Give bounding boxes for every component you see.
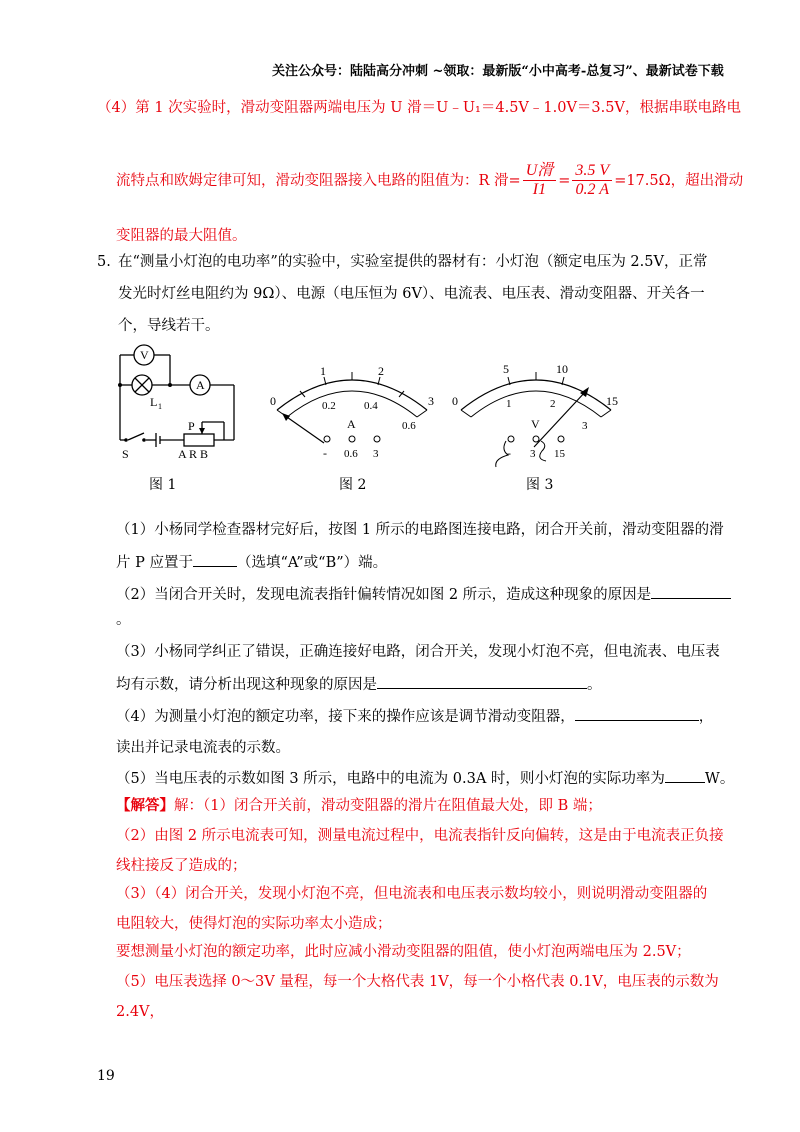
fraction-1-numerator: U滑 bbox=[523, 162, 557, 181]
q5-line-post: W。 bbox=[704, 771, 735, 787]
q2-answer-blank[interactable] bbox=[651, 584, 731, 599]
fig1-label-l-sub: 1 bbox=[158, 402, 162, 411]
fraction-1-denominator: I1 bbox=[532, 181, 547, 198]
fig2-tick-3: 3 bbox=[428, 394, 434, 408]
answer-tag: 【解答】 bbox=[116, 797, 174, 814]
q4-line-1-pre: （4）为测量小灯泡的额定功率，接下来的操作应该是调节滑动变阻器， bbox=[116, 709, 575, 725]
fig2-tick-0-2: 0.2 bbox=[322, 400, 336, 412]
fig1-label-p: P bbox=[188, 419, 195, 433]
fig3-tick-1: 1 bbox=[506, 398, 512, 410]
prev-solution-line-2: 流特点和欧姆定律可知，滑动变阻器接入电路的阻值为：R 滑= $\frac{\text{U滑}}{I1}$ = $\frac{3.5 V}{0.2 A}$ =17.5Ω，超出滑动 bbox=[116, 162, 744, 198]
question-stem-1: 在“测量小灯泡的电功率”的实验中，实验室提供的器材有：小灯泡（额定电压为 2.5V，正常 bbox=[118, 254, 708, 270]
q4-line-1-post: ， bbox=[698, 709, 714, 725]
q2-line-1-text: （2）当闭合开关时，发现电流表指针偏转情况如图 2 所示，造成这种现象的原因是 bbox=[116, 587, 652, 603]
q1-line-2-post: （选填“A”或“B”）端。 bbox=[236, 555, 388, 571]
answer-line-3: 线柱接反了造成的； bbox=[116, 858, 247, 874]
wire-2 bbox=[540, 441, 546, 461]
answer-line-8: 2.4V， bbox=[116, 1004, 165, 1020]
fig1-label-v: V bbox=[140, 348, 149, 362]
question-stem-2: 发光时灯丝电阻约为 9Ω）、电源（电压恒为 6V）、电流表、电压表、滑动变阻器、开关各一 bbox=[118, 286, 705, 302]
q5-line-pre: （5）当电压表的示数如图 3 所示，电路中的电流为 0.3A 时，则小灯泡的实际功率为 bbox=[116, 771, 665, 787]
question-number: 5. bbox=[97, 254, 111, 270]
fig1-label-a: A bbox=[196, 378, 205, 392]
fig3-tick-3: 3 bbox=[582, 420, 588, 432]
fig2-term-06: 0.6 bbox=[344, 448, 358, 460]
fig3-tick-10: 10 bbox=[556, 362, 568, 376]
answer-line-1 bbox=[116, 796, 602, 816]
q1-line-2-pre: 片 P 应置于 bbox=[116, 555, 193, 571]
fig2-term-3: 3 bbox=[373, 448, 379, 460]
q3-answer-blank[interactable] bbox=[377, 674, 587, 689]
q3-line-1: （3）小杨同学纠正了错误，正确连接好电路，闭合开关，发现小灯泡不亮，但电流表、电压表 bbox=[116, 644, 720, 660]
fig3-tick-2: 2 bbox=[550, 398, 556, 410]
page-header: 关注公众号：陆陆高分冲刺 ~领取：最新版“小中高考-总复习”、最新试卷下载 bbox=[272, 64, 724, 79]
figure-3-voltmeter bbox=[446, 355, 631, 470]
figure-1-circuit bbox=[110, 340, 250, 465]
fig2-tick-1: 1 bbox=[320, 364, 326, 378]
fig1-label-s: S bbox=[122, 447, 129, 461]
question-stem-3: 个，导线若干。 bbox=[118, 318, 220, 334]
prev-solution-line-2-pre: 流特点和欧姆定律可知，滑动变阻器接入电路的阻值为：R 滑= bbox=[116, 172, 521, 189]
fig2-tick-0-6: 0.6 bbox=[402, 420, 416, 432]
fig3-unit: V bbox=[531, 417, 540, 431]
q2-line-2: 。 bbox=[116, 612, 131, 628]
q5-answer-blank[interactable] bbox=[665, 768, 705, 783]
q4-line-2: 读出并记录电流表的示数。 bbox=[116, 740, 290, 756]
answer-line-4: （3）（4）闭合开关，发现小灯泡不亮，但电流表和电压表示数均较小，则说明滑动变阻器的 bbox=[116, 886, 708, 902]
q4-answer-blank[interactable] bbox=[575, 706, 699, 721]
prev-solution-line-3: 变阻器的最大阻值。 bbox=[116, 228, 247, 244]
fig3-term-minus: - bbox=[507, 446, 511, 460]
fig3-tick-0: 0 bbox=[452, 394, 458, 408]
q4-line-1 bbox=[116, 706, 713, 727]
figure-3-caption: 图 3 bbox=[526, 477, 554, 493]
q2-line-1 bbox=[116, 584, 731, 605]
answer-line-2: （2）由图 2 所示电流表可知，测量电流过程中，电流表指针反向偏转，这是由于电流表正负接 bbox=[116, 828, 724, 844]
fig2-term-minus: - bbox=[323, 446, 327, 460]
figure-2-caption: 图 2 bbox=[339, 477, 367, 493]
fig1-label-arb: A R B bbox=[178, 447, 209, 461]
answer-1-text: 解：（1）闭合开关前，滑动变阻器的滑片在阻值最大处，即 B 端； bbox=[174, 798, 602, 814]
fig2-tick-2: 2 bbox=[378, 364, 384, 378]
fig3-term-3: 3 bbox=[530, 448, 536, 460]
figure-1-caption: 图 1 bbox=[149, 477, 177, 493]
q5-line bbox=[116, 768, 734, 789]
fig3-term-15: 15 bbox=[554, 448, 565, 460]
fig2-tick-0-4: 0.4 bbox=[364, 400, 378, 412]
q3-line-2-post: 。 bbox=[587, 677, 602, 693]
fraction-2-numerator: 3.5 V bbox=[572, 162, 612, 181]
q3-line-2-pre: 均有示数，请分析出现这种现象的原因是 bbox=[116, 677, 377, 693]
fig3-tick-15: 15 bbox=[606, 394, 618, 408]
answer-line-5: 电阻较大，使得灯泡的实际功率太小造成； bbox=[116, 916, 392, 932]
q1-line-2 bbox=[116, 552, 387, 573]
figure-2-ammeter bbox=[262, 355, 442, 465]
q1-answer-blank[interactable] bbox=[193, 552, 237, 567]
q1-line-1: （1）小杨同学检查器材完好后，按图 1 所示的电路图连接电路，闭合开关前，滑动变阻器的滑 bbox=[116, 522, 724, 538]
fig1-label-l: L bbox=[150, 395, 158, 409]
prev-solution-line-2-post: =17.5Ω，超出滑动 bbox=[614, 172, 744, 189]
voltmeter-needle bbox=[534, 391, 586, 447]
ammeter-needle bbox=[284, 415, 324, 443]
fig2-tick-0: 0 bbox=[270, 394, 276, 408]
answer-line-6: 要想测量小灯泡的额定功率，此时应减小滑动变阻器的阻值，使小灯泡两端电压为 2.5V； bbox=[116, 944, 691, 960]
prev-solution-line-1: （4）第 1 次实验时，滑动变阻器两端电压为 U 滑＝U﹣U₁＝4.5V﹣1.0V＝3.5V，根据串联电路电 bbox=[97, 100, 741, 116]
q3-line-2 bbox=[116, 674, 602, 695]
formula-fraction-1 bbox=[523, 162, 557, 199]
page-number: 19 bbox=[97, 1068, 115, 1084]
fig3-tick-5: 5 bbox=[503, 362, 509, 376]
formula-fraction-2 bbox=[572, 162, 612, 199]
answer-line-7: （5）电压表选择 0～3V 量程，每一个大格代表 1V，每一个小格代表 0.1V，电压表的示数为 bbox=[116, 974, 719, 990]
fig2-unit: A bbox=[347, 417, 356, 431]
fraction-2-denominator: 0.2 A bbox=[575, 181, 610, 198]
